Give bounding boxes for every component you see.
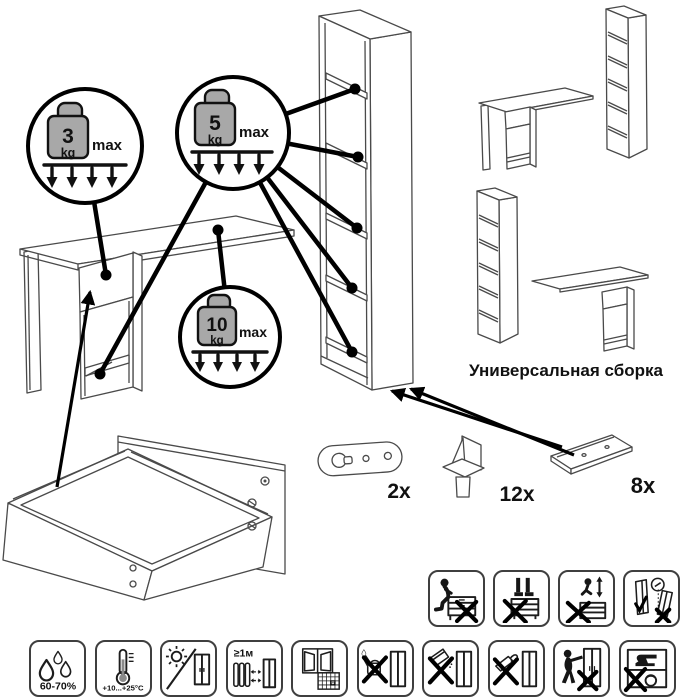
svg-text:+10...+25°С: +10...+25°С [102, 683, 144, 693]
connecting-bracket-icon [551, 435, 632, 474]
keyhole-hanger-plate-icon [317, 441, 403, 477]
warning-icons-row [428, 570, 680, 627]
svg-text:max: max [238, 324, 268, 340]
window-ventilation-icon [291, 640, 348, 697]
no-abrasive-powder-icon [422, 640, 479, 697]
svg-text:kg: kg [60, 146, 76, 160]
hardware-qty-2x: 2x [387, 480, 411, 503]
no-standing-icon [493, 570, 550, 627]
no-sitting-icon [428, 570, 485, 627]
hardware-qty-8x: 8x [630, 473, 656, 498]
no-direct-sunlight-icon [160, 640, 217, 697]
anchor-to-wall-icon [623, 570, 680, 627]
config-variant-2 [477, 188, 648, 351]
svg-text:≥1м: ≥1м [233, 647, 254, 660]
config-variant-1 [479, 6, 647, 170]
care-icons-row [29, 640, 676, 697]
no-water-icon [357, 640, 414, 697]
svg-text:21: 21 [330, 679, 335, 685]
assembly-note: Универсальная сборка [469, 361, 663, 380]
no-jumping-icon [558, 570, 615, 627]
humidity-icon [29, 640, 86, 697]
svg-text:5: 5 [209, 112, 221, 135]
weight-limit-5kg-badge [177, 77, 289, 189]
svg-text:10: 10 [206, 315, 228, 336]
hardware-qty-12x: 12x [499, 483, 535, 506]
drawer-detail-drawing [3, 436, 285, 600]
no-heavy-load-icon [619, 640, 676, 697]
svg-text:kg: kg [207, 133, 223, 147]
heater-distance-icon [226, 640, 283, 697]
svg-text:3: 3 [62, 125, 74, 148]
temperature-icon [95, 640, 152, 697]
weight-limit-3kg-badge [28, 89, 142, 203]
shelf-support-icon [443, 436, 484, 497]
svg-text:max: max [238, 124, 270, 141]
weight-limit-10kg-badge [180, 287, 280, 387]
svg-text:kg: kg [210, 335, 224, 347]
svg-text:60-70%: 60-70% [39, 680, 76, 693]
bookcase-drawing [319, 10, 413, 390]
svg-text:max: max [91, 137, 123, 154]
no-scraper-icon [488, 640, 545, 697]
no-dragging-icon [553, 640, 610, 697]
